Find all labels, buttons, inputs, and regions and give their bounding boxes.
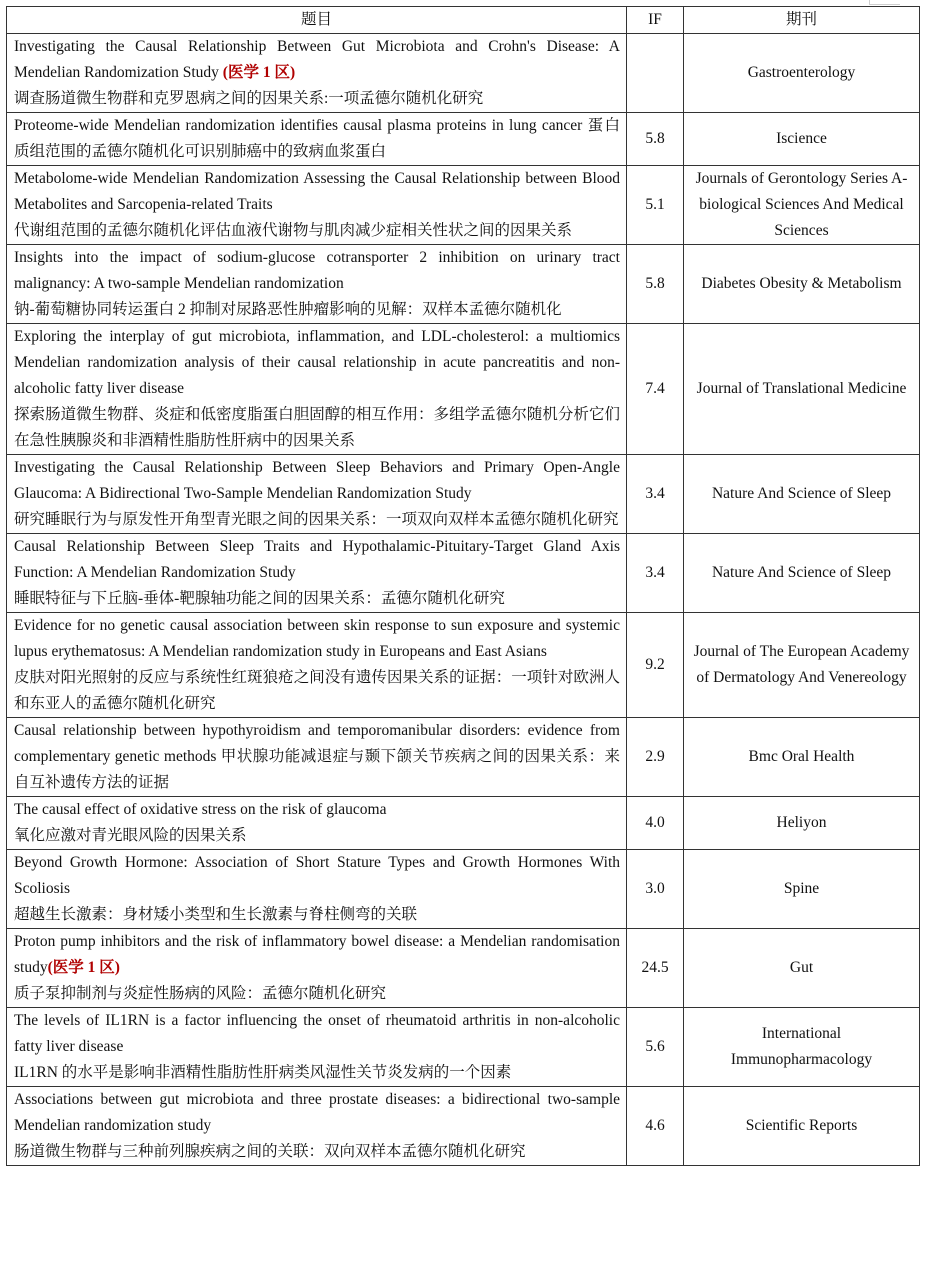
table-row: [7, 324, 920, 455]
journal-cell: Nature And Science of Sleep: [684, 534, 920, 613]
title-zh: 睡眠特征与下丘脑-垂体-靶腺轴功能之间的因果关系：孟德尔随机化研究: [14, 590, 505, 607]
title-zh: 探索肠道微生物群、炎症和低密度脂蛋白胆固醇的相互作用：多组学孟德尔随机分析它们在急性胰腺炎和非酒精性脂肪性肝病中的因果关系: [14, 406, 620, 449]
title-zh: 调查肠道微生物群和克罗恩病之间的因果关系:一项孟德尔随机化研究: [14, 90, 484, 107]
title-cell: [7, 797, 627, 850]
title-en: Exploring the interplay of gut microbiota, inflammation, and LDL-cholesterol: a multiomics Mendelian randomization analysis of their causal relationship in acute pancreatitis and non-alcoholic fatty liver disease: [14, 328, 620, 397]
title-cell: [7, 1087, 627, 1166]
table-row: [7, 245, 920, 324]
title-en: Causal relationship between hypothyroidism and temporomanibular disorders: evidence from complementary genetic methods: [14, 722, 620, 765]
title-cell: [7, 929, 627, 1008]
title-en: Causal Relationship Between Sleep Traits and Hypothalamic-Pituitary-Target Gland Axis Function: A Mendelian Randomization Study: [14, 538, 620, 581]
tier-tag: (医学 1 区): [47, 959, 120, 976]
title-zh: 皮肤对阳光照射的反应与系统性红斑狼疮之间没有遗传因果关系的证据：一项针对欧洲人和东亚人的孟德尔随机化研究: [14, 669, 620, 712]
title-en: Investigating the Causal Relationship Between Gut Microbiota and Crohn's Disease: A Mendelian Randomization Study: [14, 38, 620, 81]
if-cell: 2.9: [627, 718, 684, 797]
title-en: Investigating the Causal Relationship Between Sleep Behaviors and Primary Open-Angle Glaucoma: A Bidirectional Two-Sample Mendelian Randomization Study: [14, 459, 620, 502]
journal-cell: Journal of The European Academy of Dermatology And Venereology: [684, 613, 920, 718]
title-en: Associations between gut microbiota and three prostate diseases: a bidirectional two-sample Mendelian randomization study: [14, 1091, 620, 1134]
title-zh: 氧化应激对青光眼风险的因果关系: [14, 827, 247, 844]
journal-cell: International Immunopharmacology: [684, 1008, 920, 1087]
papers-table: [6, 6, 920, 1166]
title-zh: 肠道微生物群与三种前列腺疾病之间的关联：双向双样本孟德尔随机化研究: [14, 1143, 526, 1160]
title-zh: 代谢组范围的孟德尔随机化评估血液代谢物与肌肉减少症相关性状之间的因果关系: [14, 222, 573, 239]
title-en: Metabolome-wide Mendelian Randomization Assessing the Causal Relationship between Blood Metabolites and Sarcopenia-related Traits: [14, 170, 620, 213]
title-en: Proteome-wide Mendelian randomization identifies causal plasma proteins in lung cancer: [14, 117, 588, 134]
corner-mark: [869, 0, 900, 5]
title-en: The causal effect of oxidative stress on the risk of glaucoma: [14, 801, 387, 818]
title-zh: IL1RN 的水平是影响非酒精性脂肪性肝病类风湿性关节炎发病的一个因素: [14, 1064, 512, 1081]
title-cell: [7, 34, 627, 113]
title-cell: [7, 534, 627, 613]
if-cell: 3.4: [627, 534, 684, 613]
title-zh: 研究睡眠行为与原发性开角型青光眼之间的因果关系：一项双向双样本孟德尔随机化研究: [14, 511, 619, 528]
title-zh: 质子泵抑制剂与炎症性肠病的风险：孟德尔随机化研究: [14, 985, 387, 1002]
title-cell: [7, 245, 627, 324]
header-journal: 期刊: [684, 7, 920, 34]
title-en: Beyond Growth Hormone: Association of Short Stature Types and Growth Hormones With Scoliosis: [14, 854, 620, 897]
if-cell: 5.1: [627, 166, 684, 245]
journal-cell: Nature And Science of Sleep: [684, 455, 920, 534]
table-row: [7, 166, 920, 245]
title-cell: [7, 850, 627, 929]
journal-cell: Gastroenterology: [684, 34, 920, 113]
table-row: [7, 1087, 920, 1166]
table-row: [7, 850, 920, 929]
journal-cell: Journal of Translational Medicine: [684, 324, 920, 455]
title-en: The levels of IL1RN is a factor influencing the onset of rheumatoid arthritis in non-alcoholic fatty liver disease: [14, 1012, 620, 1055]
if-cell: 5.8: [627, 245, 684, 324]
if-cell: 9.2: [627, 613, 684, 718]
table-row: [7, 797, 920, 850]
title-zh: 钠-葡萄糖协同转运蛋白 2 抑制对尿路恶性肿瘤影响的见解：双样本孟德尔随机化: [14, 301, 562, 318]
title-cell: [7, 113, 627, 166]
if-cell: 3.0: [627, 850, 684, 929]
journal-cell: Diabetes Obesity & Metabolism: [684, 245, 920, 324]
table-row: [7, 534, 920, 613]
journal-cell: Scientific Reports: [684, 1087, 920, 1166]
if-cell: 4.0: [627, 797, 684, 850]
title-en: Insights into the impact of sodium-glucose cotransporter 2 inhibition on urinary tract malignancy: A two-sample Mendelian randomization: [14, 249, 620, 292]
header-row: [7, 7, 920, 34]
header-if: IF: [627, 7, 684, 34]
title-en: Proton pump inhibitors and the risk of inflammatory bowel disease: a Mendelian randomisation study: [14, 933, 620, 976]
title-zh: 超越生长激素：身材矮小类型和生长激素与脊柱侧弯的关联: [14, 906, 418, 923]
title-cell: [7, 324, 627, 455]
journal-cell: Heliyon: [684, 797, 920, 850]
journal-cell: Bmc Oral Health: [684, 718, 920, 797]
if-cell: 7.4: [627, 324, 684, 455]
title-cell: [7, 166, 627, 245]
title-cell: [7, 613, 627, 718]
journal-cell: Journals of Gerontology Series A-biological Sciences And Medical Sciences: [684, 166, 920, 245]
title-zh: 蛋白质组范围的孟德尔随机化可识别肺癌中的致病血浆蛋白: [14, 117, 620, 160]
journal-cell: Spine: [684, 850, 920, 929]
if-cell: 4.6: [627, 1087, 684, 1166]
table-row: [7, 718, 920, 797]
title-zh: 甲状腺功能减退症与颞下颌关节疾病之间的因果关系：来自互补遗传方法的证据: [14, 748, 620, 791]
title-en: Evidence for no genetic causal association between skin response to sun exposure and systemic lupus erythematosus: A Mendelian randomization study in Europeans and East Asians: [14, 617, 620, 660]
title-cell: [7, 455, 627, 534]
table-row: [7, 929, 920, 1008]
table-row: [7, 34, 920, 113]
if-cell: [627, 34, 684, 113]
if-cell: 24.5: [627, 929, 684, 1008]
journal-cell: Iscience: [684, 113, 920, 166]
table-row: [7, 113, 920, 166]
title-cell: [7, 1008, 627, 1087]
table-row: [7, 613, 920, 718]
table-row: [7, 455, 920, 534]
journal-cell: Gut: [684, 929, 920, 1008]
header-title: 题目: [7, 7, 627, 34]
if-cell: 5.6: [627, 1008, 684, 1087]
tier-tag: (医学 1 区): [222, 64, 296, 81]
table-row: [7, 1008, 920, 1087]
if-cell: 5.8: [627, 113, 684, 166]
title-cell: [7, 718, 627, 797]
if-cell: 3.4: [627, 455, 684, 534]
